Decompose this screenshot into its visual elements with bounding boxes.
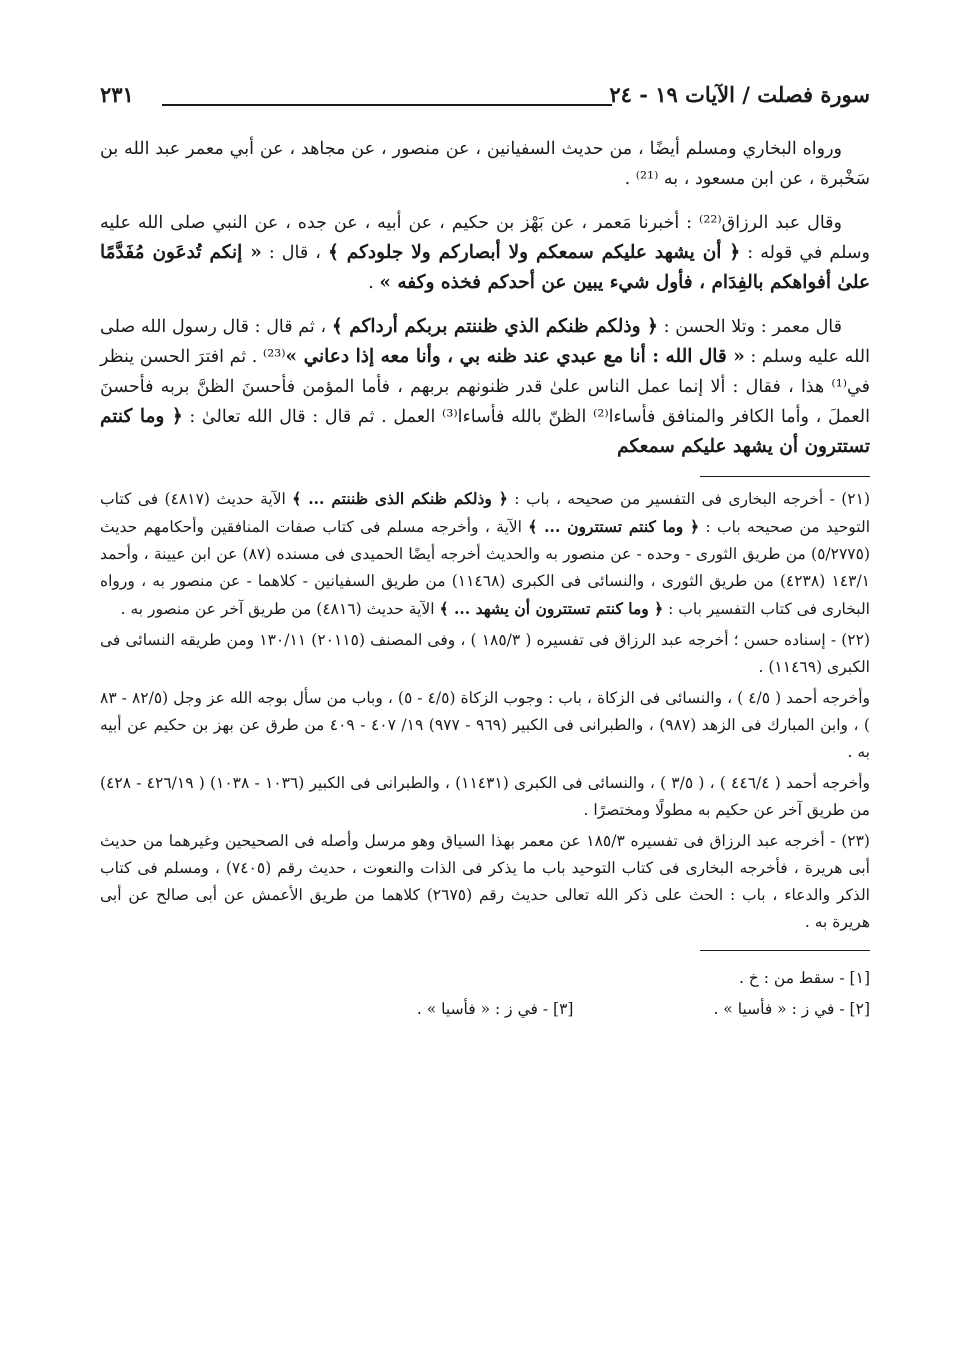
paragraph-2-text: .	[368, 273, 380, 293]
quran-quote: ﴿ وما كنتم تستترون أن يشهد ... ﴾	[439, 599, 664, 618]
footnote-text: الآية ، وأخرجه مسلم فى كتاب صفات المنافقين وأحكامهم حديث (٥/٢٧٧٥) من طريق الثورى - وحده - عن منصور به والحديث أخرجه أيضًا الحميدى فى مسنده (٨٧) عن ابن عيينة ، وأحمد ١٤٣/١ (٤٢٣٨) من طريق الثورى ، والنسائى فى الكبرى (١١٤٦٨) من طريق السفيانين - كلاهما - عن منصور به ، ورواه البخارى فى كتاب التفسير باب :	[100, 518, 870, 618]
hadith-quote: « إنكم تُدعَون مُفَدَّمًا علىٰ أفواهكم بالفِدَام ، فأول شيء يبين عن أحدكم فخذه وكفه »	[100, 242, 870, 293]
footnote-separator	[700, 476, 870, 477]
footnote-text: الآية حديث (٤٨١٦) من طريق آخر عن منصور به .	[120, 600, 440, 618]
variants-row	[100, 994, 870, 1025]
variant-3: [٣] - في ز : « فأسيا » .	[416, 1000, 574, 1018]
paragraph-3-text: ، ثم قال : قال رسول الله صلى الله عليه وسلم :	[100, 317, 870, 367]
variants-separator	[700, 950, 870, 951]
footnote-21	[100, 485, 870, 623]
paragraph-1-text: ورواه البخاري ومسلم أيضًا ، من حديث السفيانين ، عن منصور ، عن مجاهد ، عن أبي معمر عبد الله بن سَخْبرة ، عن ابن مسعود ، به ⁽²¹⁾ .	[100, 139, 870, 189]
footnote-text: الآية حديث (٤٨١٧) فى كتاب التوحيد من صحيحه باب :	[100, 490, 870, 536]
quran-quote: ﴿ أن يشهد عليكم سمعكم ولا أبصاركم ولا جلودكم ﴾	[328, 242, 741, 263]
paragraph-3-text: ⁽²³⁾ . ثم افترَ الحسن ينظر في⁽¹⁾ هذا ، فقال : ألا إنما عمل الناس علىٰ قدر ظنونهم بربهم ، فأما المؤمن فأحسنَ الظنَّ بربه فأحسنَ العملَ ، وأما الكافر والمنافق فأساءا⁽²⁾ الظنّ بالله فأساءا⁽³⁾ العمل . ثم قال : قال الله تعالىٰ :	[100, 347, 870, 427]
footnote-22-cont: وأخرجه أحمد ( ٤/٥ ) ، والنسائى فى الزكاة ، باب : وجوب الزكاة (٤/٥ - ٥) ، وباب من سأل بوجه الله عز وجل (٨٢/٥ - ٨٣ ) ، وابن المبارك فى الزهد (٩٨٧) ، والطبرانى فى الكبير (٩٦٩ - ٩٧٧) ١٩/ ٤٠٧ - ٤٠٩ من طرق عن بهز بن حكيم عن أبيه به .	[100, 689, 871, 761]
variant-2: [٢] - في ز : « فأسيا » .	[713, 1000, 870, 1018]
paragraph-2-text: وقال عبد الرزاق⁽²²⁾ : أخبرنا مَعمر ، عن بَهْز بن حكيم ، عن أبيه ، عن جده ، عن النبي صلى الله عليه وسلم في قوله :	[100, 213, 870, 263]
quran-quote: ﴿ وذلكم ظنكم الذى ظننتم ... ﴾	[292, 489, 508, 508]
variant-1: [١] - سقط من : خ .	[738, 969, 870, 987]
paragraph-3-text: قال معمر : وتلا الحسن :	[657, 317, 842, 337]
quran-quote: ﴿ وذلكم ظنكم الذي ظننتم بربكم أرداكم ﴾	[331, 316, 658, 337]
running-title: سورة فصلت / الآيات ١٩ - ٢٤	[609, 82, 870, 107]
page-number: ٢٣١	[100, 82, 134, 107]
header-rule	[162, 104, 612, 106]
manuscript-variants	[100, 963, 870, 1025]
footnotes	[100, 485, 870, 936]
quran-quote: ﴿ وما كنتم تستترون أن يشهد عليكم سمعكم	[100, 406, 870, 457]
footnote-23: (٢٣) - أخرجه عبد الرزاق فى تفسيره ١٨٥/٣ عن معمر بهذا السياق وهو مرسل وأصله فى الصحيحين وغيرهما من حديث أبى هريرة ، فأخرجه البخارى فى كتاب التوحيد باب ما يذكر فى الذات والنعوت ، حديث رقم (٧٤٠٥) ، ومسلم فى كتاب الذكر والدعاء ، باب : الحث على ذكر الله تعالى حديث رقم (٢٦٧٥) كلاهما من طريق الأعمش عن أبى صالح عن أبى هريرة به .	[100, 832, 870, 931]
page-header	[100, 82, 870, 114]
document-page	[100, 82, 870, 1262]
paragraph-1	[100, 134, 870, 194]
paragraph-2	[100, 208, 870, 298]
main-text	[100, 134, 870, 462]
footnote-22: (٢٢) - إسناده حسن ؛ أخرجه عبد الرزاق فى تفسيره ( ١٨٥/٣ ) ، وفى المصنف (٢٠١١٥) ١٣٠/١١ ومن طريقه النسائى فى الكبرى (١١٤٦٩) .	[100, 631, 870, 676]
paragraph-3	[100, 312, 870, 462]
footnote-text: (٢١) - أخرجه البخارى فى التفسير من صحيحه ، باب :	[507, 490, 870, 508]
quran-quote: ﴿ وما كنتم تستترون ... ﴾	[528, 517, 700, 536]
hadith-quote: « قال الله : أنا مع عبدي عند ظنه بي ، وأنا معه إذا دعاني »	[285, 346, 745, 367]
footnote-22-cont: وأخرجه أحمد ( ٤٤٦/٤ ) ، ( ٣/٥ ) ، والنسائى فى الكبرى (١١٤٣١) ، والطبرانى فى الكبير (١٠٣٦ - ١٠٣٨) ( ٤٢٦/١٩ - ٤٢٨) من طريق آخر عن حكيم به مطولًا ومختصرًا .	[100, 774, 871, 819]
paragraph-2-text: ، قال :	[261, 243, 329, 263]
